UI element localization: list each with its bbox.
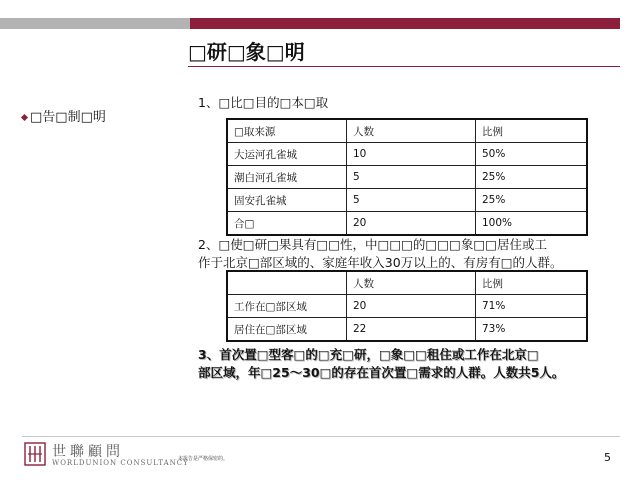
table-cell: 100% <box>476 212 588 236</box>
page-number: 5 <box>604 451 611 464</box>
region-table <box>226 270 588 342</box>
sidebar-label <box>22 106 106 125</box>
section2-line2: 作于北京□部区域的、家庭年收入30万以上的、有房有□的人群。 <box>198 255 563 270</box>
table-cell: 20 <box>347 212 476 236</box>
table-cell: 5 <box>347 189 476 212</box>
section3-line1: 3、首次置□型客□的□充□研，□象□□租住或工作在北京□ <box>198 347 539 362</box>
table-row <box>227 143 587 166</box>
header-grey-bar <box>0 18 190 29</box>
table-cell: 大运河孔雀城 <box>227 143 347 166</box>
logo-english-name: WORLDUNION CONSULTANCY <box>52 459 189 467</box>
confidential-note: 本报告是严格保密的。 <box>178 456 229 462</box>
table-header-cell: 比例 <box>476 119 588 143</box>
footer-divider <box>22 436 620 437</box>
table-cell: 潮白河孔雀城 <box>227 166 347 189</box>
sidebar-label-text: □告□制□明 <box>30 110 106 125</box>
table-header-row <box>227 271 587 295</box>
table-header-cell: 人数 <box>347 119 476 143</box>
table-cell: 73% <box>476 318 588 342</box>
table-cell: 71% <box>476 295 588 318</box>
header-accent-bar <box>190 18 620 29</box>
table-cell: 22 <box>347 318 476 342</box>
table-cell: 10 <box>347 143 476 166</box>
diamond-bullet-icon <box>21 114 28 121</box>
table-header-cell <box>227 271 347 295</box>
table-cell: 居住在□部区域 <box>227 318 347 342</box>
table-row <box>227 189 587 212</box>
table-cell: 固安孔雀城 <box>227 189 347 212</box>
section3-text <box>198 346 564 382</box>
table-header-cell: 人数 <box>347 271 476 295</box>
table-cell: 合□ <box>227 212 347 236</box>
table-row <box>227 212 587 236</box>
table-header-cell: 比例 <box>476 271 588 295</box>
sample-source-table <box>226 118 588 236</box>
logo-chinese-name: 世聯顧問 <box>52 444 124 460</box>
title-divider <box>188 66 620 67</box>
table-cell: 20 <box>347 295 476 318</box>
table-header-row <box>227 119 587 143</box>
table-cell: 25% <box>476 189 588 212</box>
page-title: □研□象□明 <box>188 40 305 64</box>
table-row <box>227 295 587 318</box>
table-cell: 5 <box>347 166 476 189</box>
section3-line2: 部区域，年□25～30□的存在首次置□需求的人群。人数共5人。 <box>198 365 565 380</box>
table-cell: 50% <box>476 143 588 166</box>
table-cell: 25% <box>476 166 588 189</box>
section1-heading: 1、□比□目的□本□取 <box>198 95 329 110</box>
table-row <box>227 318 587 342</box>
company-logo-icon <box>24 442 46 466</box>
table-header-cell: □取来源 <box>227 119 347 143</box>
section2-line1: 2、□使□研□果具有□□性，中□□□的□□□象□□居住或工 <box>198 237 547 252</box>
table-cell: 工作在□部区域 <box>227 295 347 318</box>
table-row <box>227 166 587 189</box>
section2-text <box>198 236 563 272</box>
